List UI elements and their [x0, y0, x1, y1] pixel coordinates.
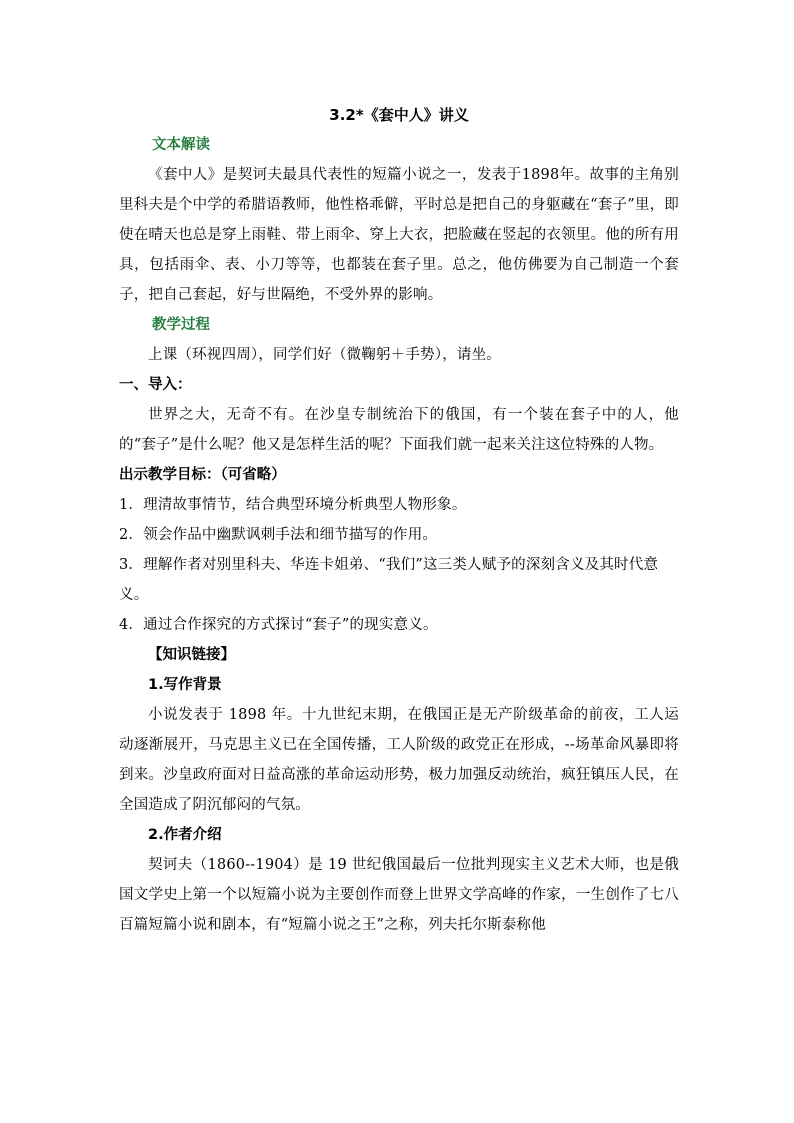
- objective-item: 2．领会作品中幽默讽刺手法和细节描写的作用。: [119, 527, 438, 543]
- part-one-paragraph: 世界之大，无奇不有。在沙皇专制统治下的俄国，有一个装在套子中的人，他的“套子”是什么呢？他又是怎样生活的呢？下面我们就一起来关注这位特殊的人物。: [119, 407, 679, 453]
- background-paragraph: 小说发表于 1898 年。十九世纪末期，在俄国正是无产阶级革命的前夜，工人运动逐渐展开，马克思主义已在全国传播，工人阶级的政党正在形成，--场革命风暴即将到来。沙皇政府面对日益高涨的革命运动形势，极力加强反动统治，疯狂镇压人民，在全国造成了阴沉郁闷的气氛。: [119, 707, 679, 813]
- background-heading: 1.写作背景: [148, 677, 222, 693]
- objective-item: 1．理清故事情节，结合典型环境分析典型人物形象。: [119, 497, 467, 513]
- document-page: [119, 100, 679, 940]
- part-one-heading: 一、导入：: [119, 377, 192, 393]
- objective-item: 3．理解作者对别里科夫、华连卡姐弟、“我们”这三类人赋予的深刻含义及其时代意义。: [119, 557, 659, 603]
- objective-item: 4．通过合作探究的方式探讨“套子”的现实意义。: [119, 617, 438, 633]
- section-heading-text-reading: 文本解读: [152, 137, 210, 153]
- document-title: 3.2*《套中人》讲义: [329, 106, 469, 124]
- author-paragraph: 契诃夫（1860--1904）是 19 世纪俄国最后一位批判现实主义艺术大师，也是俄国文学史上第一个以短篇小说为主要创作而登上世界文学高峰的作家，一生创作了七八百篇短篇小说和剧本，有“短篇小说之王”之称，列夫托尔斯泰称他: [119, 857, 679, 933]
- greeting-line: 上课（环视四周），同学们好（微鞠躬＋手势），请坐。: [148, 347, 501, 363]
- objectives-heading: 出示教学目标：（可省略）: [119, 467, 286, 483]
- section-heading-teaching-process: 教学过程: [152, 317, 210, 333]
- author-heading: 2.作者介绍: [148, 827, 222, 843]
- knowledge-link-heading: 【知识链接】: [148, 647, 235, 663]
- intro-paragraph: 《套中人》是契诃夫最具代表性的短篇小说之一，发表于1898年。故事的主角别里科夫是个中学的希腊语教师，他性格乖僻，平时总是把自己的身躯藏在“套子”里，即使在晴天也总是穿上雨鞋、带上雨伞、穿上大衣，把脸藏在竖起的衣领里。他的所有用具，包括雨伞、表、小刀等等，也都装在套子里。总之，他仿佛要为自己制造一个套子，把自己套起，好与世隔绝，不受外界的影响。: [119, 167, 679, 303]
